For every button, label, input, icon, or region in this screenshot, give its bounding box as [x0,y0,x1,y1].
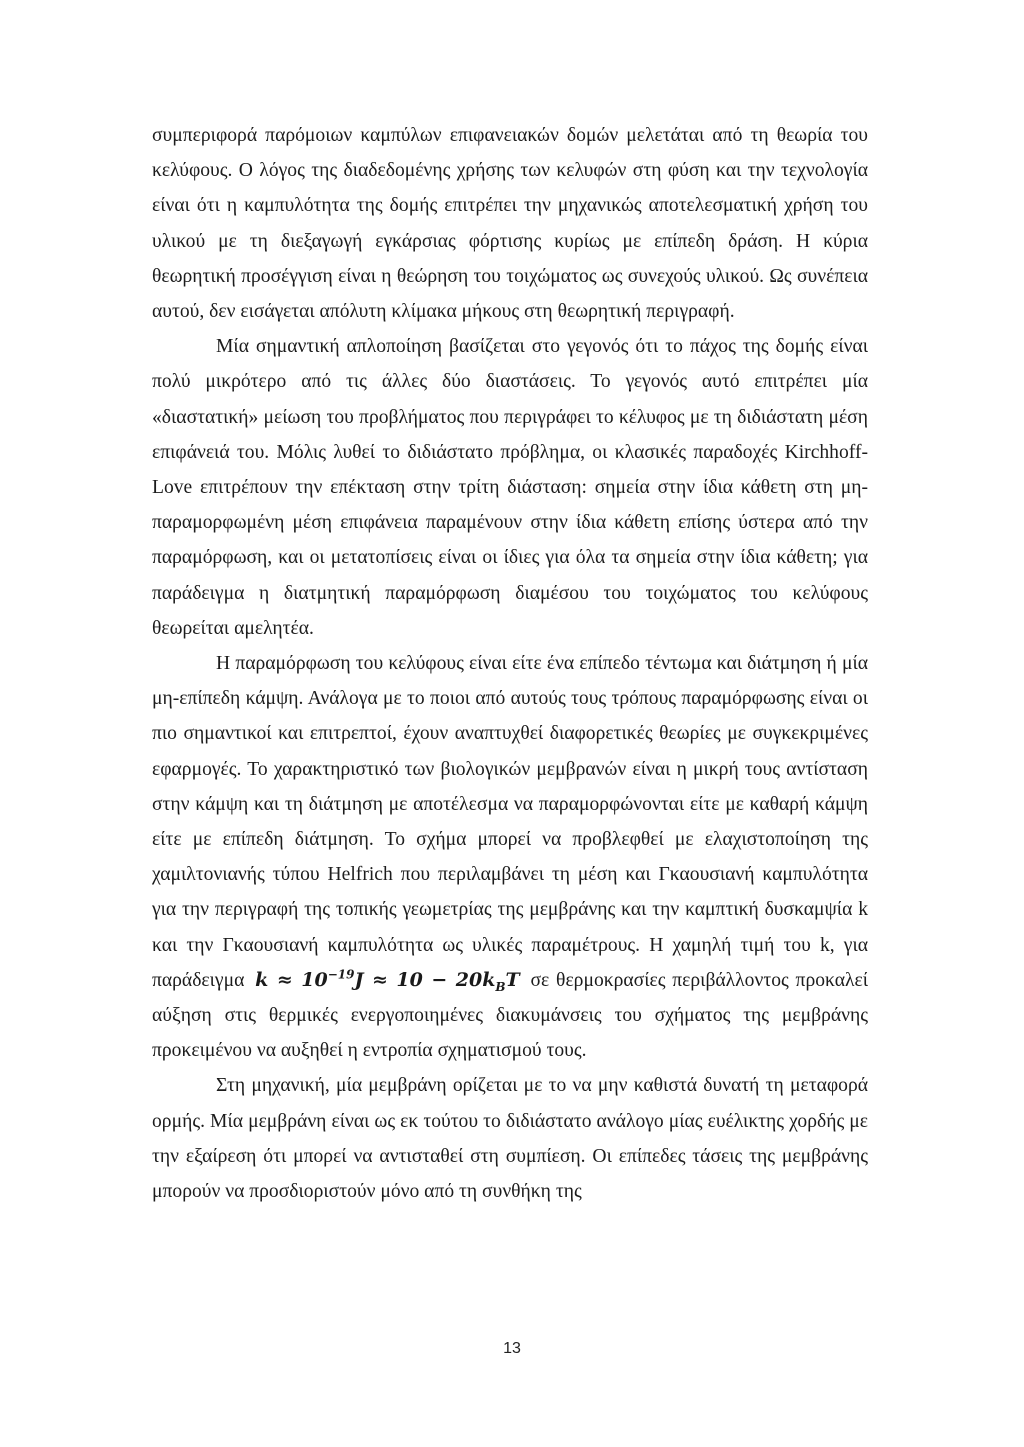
formula-kb: k [482,968,496,991]
formula-temperature: T [505,968,520,991]
formula-kb-subscript: B [495,979,506,994]
paragraph-3 [152,646,868,1068]
formula-k: k [255,968,269,991]
formula-range: ≈ 10 − 20 [371,968,483,991]
formula-base: 10 [301,968,328,991]
body-text [152,118,868,1209]
paragraph-3-after-formula: σε θερμοκρασίες περιβάλλοντος προκαλεί αύξηση στις θερμικές ενεργοποιημένες διακυμάνσεις του σχήματος της μεμβράνης προκειμένου να αυξηθεί η εντροπία σχηματισμού τους. [152,969,868,1062]
paragraph-2: Μία σημαντική απλοποίηση βασίζεται στο γεγονός ότι το πάχος της δομής είναι πολύ μικρότερο από τις άλλες δύο διαστάσεις. Το γεγονός αυτό επιτρέπει μία «διαστατική» μείωση του προβλήματος που περιγράφει το κέλυφος με τη διδιάστατη μέση επιφάνειά του. Μόλις λυθεί το διδιάστατο πρόβλημα, οι κλασικές παραδοχές Kirchhoff-Love επιτρέπουν την επέκταση στην τρίτη διάσταση: σημεία στην ίδια κάθετη στη μη-παραμορφωμένη μέση επιφάνεια παραμένουν στην ίδια κάθετη επίσης ύστερα από την παραμόρφωση, και οι μετατοπίσεις είναι οι ίδιες για όλα τα σημεία στην ίδια κάθετη; για παράδειγμα η διατμητική παραμόρφωση διαμέσου του τοιχώματος του κελύφους θεωρείται αμελητέα. [152,336,868,639]
paragraph-1: συμπεριφορά παρόμοιων καμπύλων επιφανειακών δομών μελετάται από τη θεωρία του κελύφους. Ο λόγος της διαδεδομένης χρήσης των κελυφών στη φύση και την τεχνολογία είναι ότι η καμπυλότητα της δομής επιτρέπει την μηχανικώς αποτελεσματική χρήση του υλικού με τη διεξαγωγή εγκάρσιας φόρτισης κυρίως με επίπεδη δράση. Η κύρια θεωρητική προσέγγιση είναι η θεώρηση του τοιχώματος ως συνεχούς υλικού. Ως συνέπεια αυτού, δεν εισάγεται απόλυτη κλίμακα μήκους στη θεωρητική περιγραφή. [152,125,868,323]
paragraph-4: Στη μηχανική, μία μεμβράνη ορίζεται με το να μην καθιστά δυνατή τη μεταφορά ορμής. Μία μεμβράνη είναι ως εκ τούτου το διδιάστατο ανάλογο μίας ευέλικτης χορδής με την εξαίρεση ότι μπορεί να αντισταθεί στη συμπίεση. Οι επίπεδες τάσεις της μεμβράνης μπορούν να προσδιοριστούν μόνο από τη συνθήκη της [152,1075,868,1203]
bending-rigidity-formula [251,967,524,994]
formula-approx: ≈ [276,968,293,991]
formula-unit: J [354,968,364,991]
paragraph-3-before-formula: Η παραμόρφωση του κελύφους είναι είτε ένα επίπεδο τέντωμα και διάτμηση ή μία μη-επίπεδη κάμψη. Ανάλογα με το ποιοι από αυτούς τους τρόπους παραμόρφωσης είναι οι πιο σημαντικοί και επιτρεπτοί, έχουν αναπτυχθεί διαφορετικές θεωρίες με συγκεκριμένες εφαρμογές. Το χαρακτηριστικό των βιολογικών μεμβρανών είναι η μικρή τους αντίσταση στην κάμψη και τη διάτμηση με αποτέλεσμα να παραμορφώνονται είτε με καθαρή κάμψη είτε με επίπεδη διάτμηση. Το σχήμα μπορεί να προβλεφθεί με ελαχιστοποίηση της χαμιλτονιανής τύπου Helfrich που περιλαμβάνει τη μέση και Γκαουσιανή καμπυλότητα για την περιγραφή της τοπικής γεωμετρίας της μεμβράνης και την καμπτική δυσκαμψία k και την Γκαουσιανή καμπυλότητα ως υλικές παραμέτρους. Η χαμηλή τιμή του k, για παράδειγμα [152,653,868,991]
formula-exponent: −19 [327,967,355,982]
page-number: 13 [503,1340,521,1357]
